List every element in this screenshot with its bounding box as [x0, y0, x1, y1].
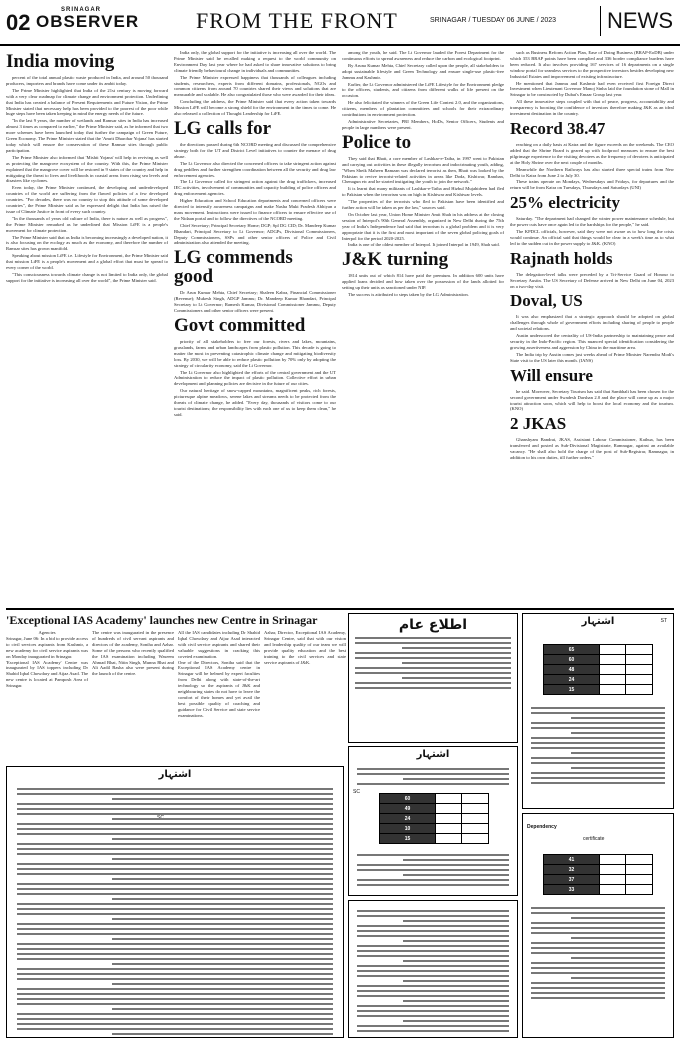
headline-govt-committed: Govt committed: [174, 315, 306, 336]
ad-text-lines: [531, 704, 665, 787]
feature-para: Agencies: [38, 630, 56, 635]
masthead: [0, 0, 680, 46]
story-paragraph: "The properties of the terrorists who fled to Pakistan have been identified and further action will be taken as per the law," sources said.: [342, 199, 504, 211]
ad-title: اشتہار: [416, 749, 450, 760]
urdu-public-notice: [348, 613, 518, 743]
feature-para: All the IAS candidates including Dr Shahid Iqbal Chowdary and Aijaz Asad interacted with civil service aspirants and shared their valuable suggestions in cracking this coveted examination.: [178, 630, 260, 659]
story-paragraph: The success is attributed to steps taken by the LG Administration.: [348, 292, 469, 298]
paper-logo: [36, 7, 140, 31]
story-paragraph: The Prime Minister said that as India is becoming increasingly a developed nation, it is also focusing on the ecology as much as the economy, and therefore the number of Ramsar sites has grown manifold.: [6, 234, 168, 252]
story-paragraph: "In the thousands of years old culture of India, there is nature as well as progress", the Prime Minister remarked as he underlined that Mission LiFE is a people's movement for climate protection.: [6, 215, 168, 233]
story-paragraph: On October last year, Union Home Minister Amit Shah in his address at the closing session of Interpol's 90th General Assembly, organized in New Delhi during the 75th year of India's Independence had said that terrorism is a global problem and it is very appropriate that it is the first and most important of the seven global policing goals of Interpol for the period 2020-2025.: [342, 211, 504, 241]
feature-para: Srinagar, June 06: In a bid to provide access to civil services aspirants from Kashmir, a new academy for civil service aspirants was on Monday inaugurated in Srinagar.: [6, 635, 88, 659]
story-paragraph: These trains operate on Mondays, Wednesdays and Fridays, for departures and the return will be from Katra on Tuesdays, Thursdays and Saturdays (UNI): [510, 179, 674, 191]
ad-text-lines: [357, 907, 509, 1035]
headline-police-to: Police to: [342, 131, 412, 153]
story-paragraph: Meanwhile the Northern Railways has also started three special trains from New Delhi to Katra from June 2 to July 30.: [510, 166, 674, 178]
classified-ad-st: [522, 613, 674, 809]
story-body: [174, 50, 336, 117]
dependency-label: Dependency: [527, 824, 557, 830]
story-body: [174, 142, 336, 246]
classified-ad-sc: [348, 746, 518, 896]
story-paragraph: All these innovative steps coupled with that of peace, progress, accountability and transparency is boosting the confidence of investors therefore making J&K as an ideal investment destination in the country.: [510, 99, 674, 117]
headline-india-moving: India moving: [6, 51, 115, 72]
story-paragraph: among the youth, he said. The Lt Governor lauded the Forest Department for the continuous efforts to spread awareness and reduce the carbon and ecological footprint.: [342, 50, 504, 61]
headline-lg-commends: LG commends good: [174, 247, 293, 288]
feature-col: [6, 630, 88, 689]
story-paragraph: reaching on a daily basis at Katra and the figure exceeds on the weekends. The CEO added that the Shrine Board is geared up with foolproof measures to ensure the best pilgrimage experience to the visiting devotees as the frequency of devotees is anticipated at the Holy Shrine over the next couple of months.: [510, 141, 674, 165]
story-paragraph: By Aruna Kumar Mehta, Chief Secretary called upon the people, all stakeholders to adopt sustainable lifestyle and Green Technology and ensure single-use plastic-free Jammu and Kashmir.: [342, 62, 504, 80]
story-paragraph: "This consciousness towards climate change is not limited to India only, the global support for the initiative is increasing all over the world", the Prime Minister said.: [6, 272, 168, 283]
story-paragraph: He also felicitated the winners of the Green Life Contest 2.0, and the organizations, citizens, members of plantation committees and schools for their extraordinary contributions in environment protection.: [342, 100, 504, 118]
story-paragraph: Chief Secretary; Principal Secretary Home; DGP; Spl DG CID; Dr. Mandeep Kumar Bhandari, Principal Secretary to Lt Governor; ADGPs, Divisional Commissioners, Deputy Commissioners, SSPs and other senior officers of Police and Civil administration also attended the meeting.: [174, 222, 336, 246]
feature-col: [264, 630, 346, 665]
story-paragraph: 1814 units out of which 814 have paid the premium. In addition 600 units have applied loans decided and how taken over the possession of the lands allotted for setting up their units as sanctioned under NIP.: [342, 273, 504, 291]
story-paragraph: He mentioned that Jammu and Kashmir had even received first Foreign Direct Investment when Lieutenant Governor Manoj Sinha laid the foundation stone of Mall in Srinagar to be constructed by Dubai's Emaar Group last year.: [510, 80, 674, 98]
certificate-label: certificate: [583, 836, 605, 842]
story-paragraph: the directions passed during 6th NCORD meeting and discussed the comprehensive strategy both for the UT and District Level initiatives to counter the menace of drug abuse.: [174, 141, 336, 159]
headline-doval: Doval, US: [510, 291, 583, 311]
story-paragraph: he said. Moreover, Secretary Tourism has said that Sambhali has been chosen for the second government under Swadesh Darshan 2.0 and the place will come up as a major tourist attraction soon, which will help to boost the local economy and the tourism. (KNO): [510, 388, 674, 412]
headline-will-ensure: Will ensure: [510, 365, 593, 385]
story-paragraph: priority of all stakeholders to free our forests, rivers and lakes, mountains, grasslands, farms and urban landscapes from plastic pollution. This decade is going to matter the most in preventing catastrophic climate change and mitigating biodiversity loss. By 2030, we will be able to reduce plastic pollution by 70% only by adopting the strategy of circularity economy, said the Lt Governor.: [174, 339, 336, 368]
feature-para: The centre was inaugurated in the presence of hundreds of civil servant aspirants and directors of the academy, Soniha and Azhar. Some of the persons who recently qualified the IAS examination including Waseem Ahmad Bhat, Nitin Singh, Munna Bhat and Ali Aadil Basha also were present during the launch of the centre.: [92, 630, 174, 677]
story-paragraph: It was also emphasized that a strategic approach should be adopted on global challenges through whole of government efforts including sharing of people to people and societal relations.: [510, 314, 674, 332]
feature-para: 'Exceptional IAS Academy' Centre was inaugurated by IAS toppers including Dr Shahid Iqbal Chowdary and Aijaz Asad. The new centre is located at Pamposh Area of Srinagar.: [6, 659, 88, 689]
story-paragraph: Even today, the Prime Minister continued, the developing and underdeveloped countries of the world are suffering from the flawed policies of a few developed countries. "For decades, there was no country to stop this attitude of some developed countries", the Prime Minister said as he expressed delight that India has raised the issue of Climate Justice in front of every such country.: [6, 185, 168, 214]
story-paragraph: The Prime Minister also informed that 'Mishti Yojana' will help in reviving as well as protecting the mangrove ecosystem of the country. With this, the Prime Minister explained that the mangrove cover will be restored in 9 states of the country and help in mitigating the threat to lives and livelihoods in coastal areas from rising sea levels and disasters like cyclones.: [6, 154, 168, 184]
section-tag: NEWS: [600, 6, 676, 36]
classified-ad-left: [6, 766, 344, 1038]
story-paragraph: Speaking about mission LiFE i.e. Lifestyle for Environment, the Prime Minister said that mission LiFE is a people's movement and a global effort that must be spread to every corner of the world.: [6, 253, 168, 271]
notice-title: اطلاع عام: [398, 617, 468, 633]
headline-rajnath: Rajnath holds: [510, 248, 613, 268]
story-body: [510, 142, 674, 191]
column-2: [174, 50, 336, 608]
ad-text-lines: [357, 851, 509, 889]
story-paragraph: Higher Education and School Education departments and concerned officers were directed to intensify awareness campaigns and make Nasha Mukt Pradesh Abhiyan a mass movement. Instructions were issued to finance officers to ensure effective use of the Nidaan portal and to follow the directives of the NCORD meeting.: [174, 198, 336, 221]
story-paragraph: The delegation-level talks were preceded by a Tri-Service Guard of Honour to Secretary Austin. The US Secretary of Defense arrived in New Delhi on June 04, 2023 on a two-day visit.: [510, 271, 674, 289]
story-paragraph: India is one of the oldest member of Interpol. It joined Interpol in 1949, Shah said.: [348, 242, 500, 248]
headline-electricity: 25% electricity: [510, 193, 620, 213]
headline-jk-turning: J&K turning: [342, 249, 449, 271]
classified-ad-bottom: [348, 900, 518, 1038]
story-body: [174, 339, 336, 418]
dateline: SRINAGAR / TUESDAY 06 JUNE / 2023: [430, 17, 557, 24]
feature-col: [92, 630, 174, 677]
feature-para: Azhar, Director, Exceptional IAS Academy, Srinagar Centre, said that with our vision and leadership quality of our team we will provide quality education and the best training to the civil services and state service aspirants of J&K.: [264, 630, 346, 665]
ad-table: 60 49 24 10 15: [379, 793, 489, 844]
headline-2-jkas: 2 JKAS: [510, 414, 567, 434]
headline-lg-calls: LG calls for: [174, 117, 272, 139]
column-4: [510, 50, 674, 608]
story-paragraph: Concluding the address, the Prime Minister said that every action taken towards Mission LiFE will become a strong shield for the environment in the times to come. He also released a collection of Thought Leadership for LiFE.: [174, 99, 336, 117]
story-paragraph: Austin underscored the centrality of US-India partnership to maintaining peace and security in the Indo-Pacific region. This nuanced special identification considering the growing assertiveness and aggression by China in the maritime area.: [510, 333, 674, 350]
st-label: ST: [660, 618, 667, 624]
sc-label: SC: [353, 789, 360, 795]
story-paragraph: The Lt Governor called for stringent action against the drug traffickers, increased IEC activities, involvement of communities and capacity building of police officers and drug enforcement agencies.: [174, 179, 336, 197]
story-body: [342, 50, 504, 131]
story-paragraph: The KPDCL officials, however, said they were not aware as to how long the crisis would continue. An official said that things would be clear in a week's time as to what led to the sudden cut in the power supply to J&K. (KNO): [510, 229, 674, 246]
ad-text-lines: [17, 785, 333, 1038]
headline-record: Record 38.47: [510, 118, 606, 138]
ad-title: اشتہار: [581, 616, 615, 627]
ad-table: 65 60 48 24 15: [543, 644, 653, 695]
story-body: [342, 156, 504, 249]
story-paragraph: Ghanshyam Bandrai, JKAS, Assistant Labour Commissioner, Kathua, has been transferred and posted as Sub-Divisional Magistrate, Ramnagar, against an available vacancy. "He shall also hold the charge of the post of Sub-Registrar, Ramnagar, in addition to his own duties, till further orders.": [510, 437, 674, 461]
story-body: [510, 389, 674, 413]
feature-headline: 'Exceptional IAS Academy' launches new Centre in Srinagar: [6, 613, 318, 627]
story-body: [6, 75, 168, 284]
story-paragraph: They said that Bhatt, a core member of Lashkar-e-Taiba, in 1997 went to Pakistan and carrying out activities in these illegally terrorism and indoctrinating youth, adding, "When Sheik Maheen Ramzan was declared terrorist as then, Bhatt was looked by the Pakistan to revive terrorist-related activities in areas like Doda, Kishtwar, Ramban, Chenagun etc and he started instigating the youth to join the network.": [342, 155, 504, 185]
ad-text-lines: [357, 765, 509, 788]
feature-col: [178, 630, 260, 719]
story-paragraph: Saturday. "The department had changed the winter power maintenance schedule, but the power cuts have once again led to the hardships for the people," he said.: [510, 216, 674, 228]
story-paragraph: percent of the total annual plastic waste produced in India, and around 50 thousand producers, importers and brands have come under its ambit today.: [6, 75, 168, 86]
story-body: [174, 290, 336, 314]
story-paragraph: Administrative Secretaries, PRI Members, HoDs, Senior Officers, Students and people in large numbers were present.: [342, 118, 504, 130]
section-divider: [6, 608, 674, 610]
story-body: [510, 216, 674, 247]
ad-text-lines: [531, 904, 665, 1002]
story-paragraph: The Prime Minister highlighted that India of the 21st century is moving forward with a very clear roadmap for climate change and environment protection. Underlining that India has created a balance of Present Requirements and Future Vision, the Prime Minister stated that necessary help has been provided to the poorest of the poor while huge steps have been taken keeping in mind the energy needs of the future.: [6, 87, 168, 117]
story-body: [342, 273, 504, 298]
story-paragraph: "In the last 9 years, the number of wetlands and Ramsar sites in India has increased almost 3 times as compared to earlier," the Prime Minister said, as he informed that two more schemes have been launched today that further the campaign of Green Future, Green Economy. The Prime Minister stated that the 'Amrit Dharohar Yojana' has started today which will ensure the conservation of these Ramsar sites through public participation.: [6, 118, 168, 153]
story-paragraph: Our natural heritage of snow-capped mountains, magnificent peaks, rich forests, picturesque alpine meadows, serene lakes and streams needs to be protected from the threats of climate change, he added. "Every day, thousands of visitors come to our tourist destinations; the responsibility lies with each one of us to keep them clean," he said.: [174, 388, 336, 417]
ad-title: اشتہار: [158, 769, 192, 780]
story-paragraph: The Lt Governor also directed the concerned officers to take stringent action against drug peddlers and further strengthen coordination between all the security and drug law enforcement agencies.: [174, 160, 336, 178]
classified-ad-dependency: [522, 813, 674, 1038]
paper-name: OBSERVER: [36, 12, 140, 31]
story-paragraph: It is learnt that many militants of Lashkar-e-Taiba and Hizbul Mujahideen had fled to Pakistan when the terrorism was on high in Kishtwar and Kishtwar levels.: [342, 186, 504, 198]
feature-body: [6, 630, 344, 760]
page-number: 02: [6, 10, 31, 35]
ad-table: 41 32 37 33: [543, 854, 653, 895]
story-paragraph: Dr Arun Kumar Mehta, Chief Secretary; Shaleen Kabra, Financial Commissioner (Revenue); Mukesh Singh, ADGP Jammu; Dr. Mandeep Kumar Bhandari, Principal Secretary to Lt Governor; Ramesh Kumar, Divisional Commissioner Jammu, Deputy Commissioners and other senior officers were present.: [174, 290, 336, 314]
paper-city: SRINAGAR: [60, 7, 101, 13]
story-paragraph: The Lt Governor also highlighted the efforts of the central government and the UT Administration to reduce the impact of plastic pollution. Collective effort in urban development and planning policies are decisive in the future of our cities.: [174, 369, 336, 387]
story-paragraph: such as Business Reform Action Plan, Ease of Doing Business (BRAP-EoDB) under which 353 BRAP points have been complied and 336 border compliance burdens have been reduced. It also involves providing 167 services of 16 departments on a single window portal for seamless services to the prospective investors besides developing new Industrial Estates and improvement of existing infrastructure.: [510, 50, 674, 79]
story-body: [510, 314, 674, 363]
story-body: [510, 437, 674, 461]
column-3: [342, 50, 504, 608]
story-body: [510, 272, 674, 290]
story-paragraph: India only, the global support for the initiative is increasing all over the world. The Prime Minister said he recalled making a request to the world community on Environment Day last year where he had asked to share innovative solutions to bring climate friendly behavioural change in individuals and communities.: [174, 50, 336, 73]
story-paragraph: Earlier, the Lt Governor administered the LiFE Lifestyle for the Environment pledge to the officers, students, and citizens from different walks of life present on the occasion.: [342, 81, 504, 99]
feature-para: One of the Directors, Soniha said that the Exceptional IAS Academy centre in Srinagar will be helmed by expert faculties from Delhi along with state-of-the-art technology so the aspirants of J&K and neighbouring states do not have to leave the comfort of their homes and yet avail the best possible quality of coaching and guidance for Civil Service and state service examinations.: [178, 659, 260, 718]
section-title: FROM THE FRONT: [196, 8, 398, 33]
notice-text-lines: [355, 637, 511, 689]
column-1: [6, 50, 168, 608]
story-body: [510, 50, 674, 117]
story-paragraph: The India trip by Austin comes just weeks ahead of Prime Minister Narendra Modi's State visit to the US later this month. (IANS): [510, 351, 674, 363]
story-paragraph: The Prime Minister expressed happiness that thousands of colleagues including students, researchers, experts from different domains, professionals, NGOs and common citizens from around 70 countries shared their views and solutions that are measurable and scalable. He also congratulated those who were awarded for their ideas.: [174, 74, 336, 98]
